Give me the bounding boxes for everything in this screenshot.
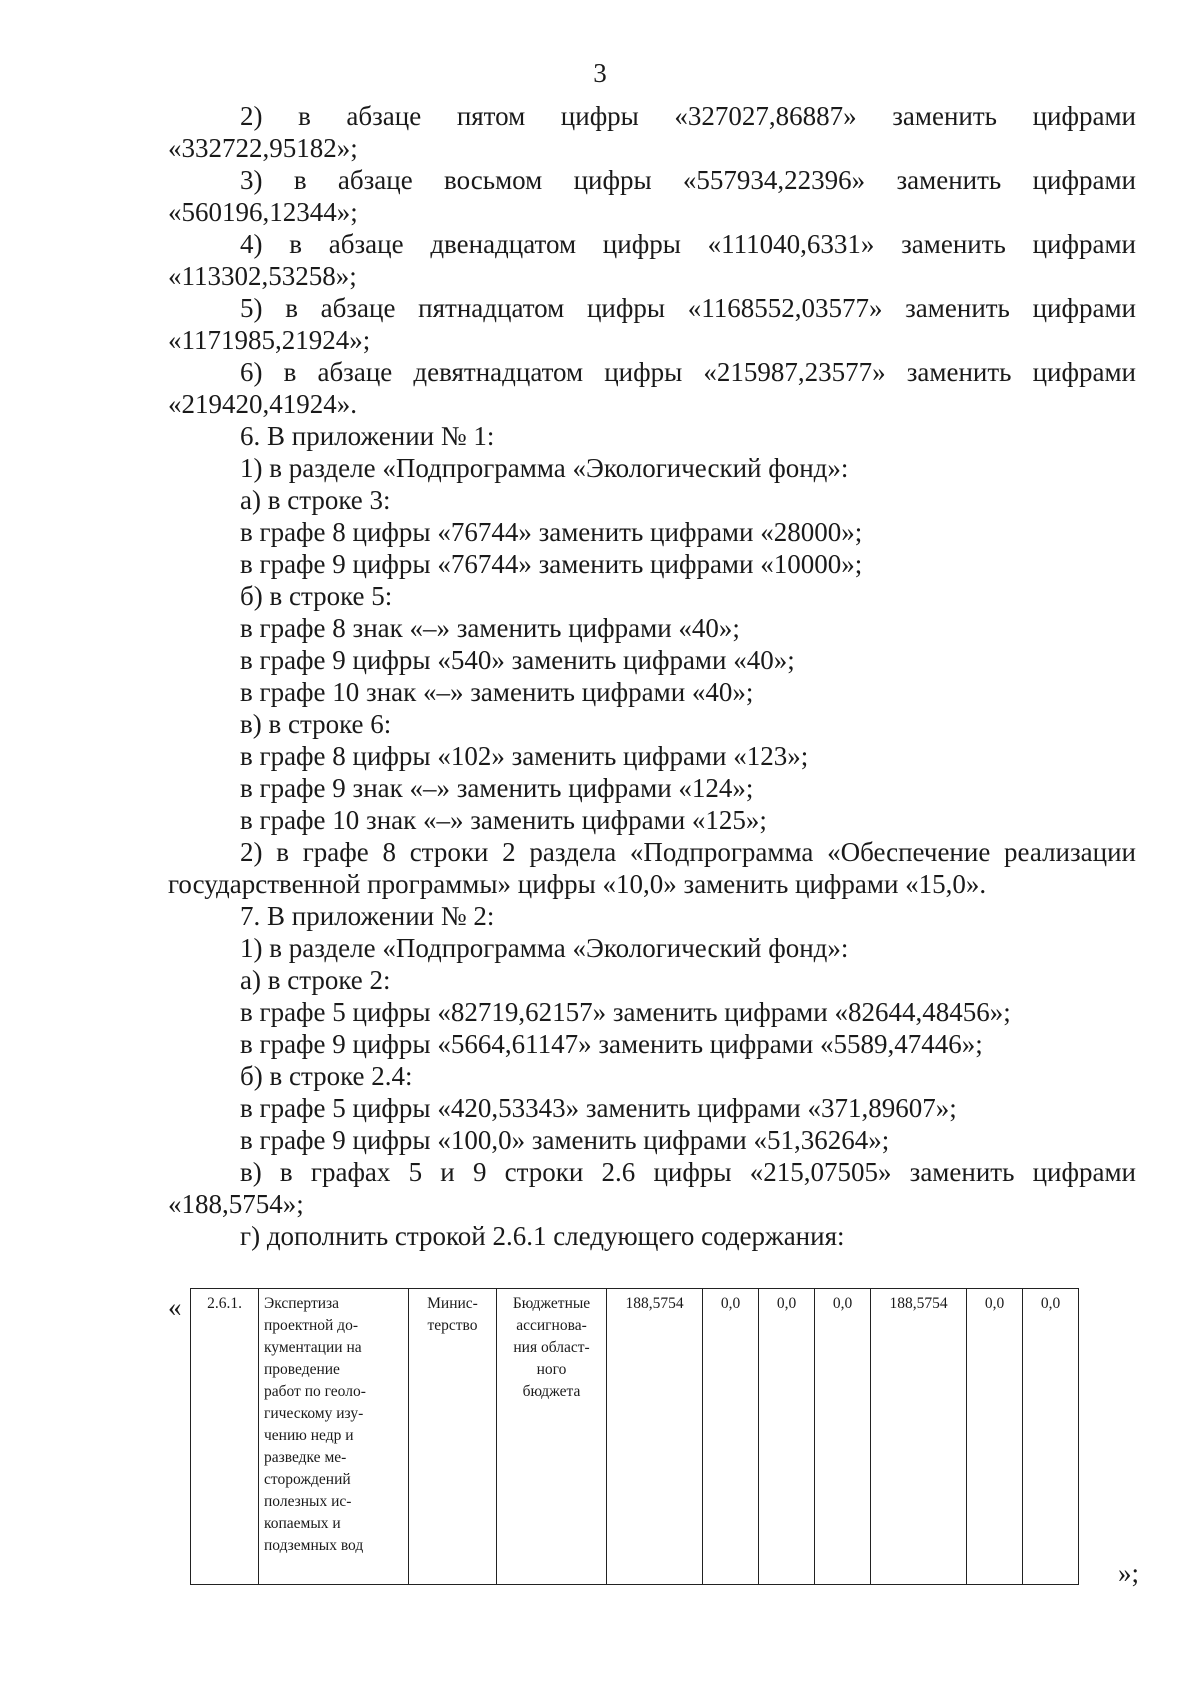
funding-source-cell [497,1289,607,1585]
paragraph-line: 1) в разделе «Подпрограмма «Экологический фонд»: [240,933,849,963]
funding-source-line: ного [536,1361,567,1378]
paragraph-line: в графе 8 знак «–» заменить цифрами «40»; [240,613,740,643]
table-close-quote: »; [1118,1558,1140,1588]
paragraph-line: «1171985,21924»; [168,325,371,355]
paragraph-line: в) в строке 6: [240,709,392,739]
paragraph-line: «560196,12344»; [168,197,358,227]
paragraph-line: государственной программы» цифры «10,0» заменить цифрами «15,0». [168,869,987,899]
paragraph-line: «332722,95182»; [168,133,358,163]
executor-cell [409,1289,497,1585]
description-line: копаемых и [264,1515,341,1532]
paragraph-line: «113302,53258»; [168,261,357,291]
paragraph-line: 2) в графе 8 строки 2 раздела «Подпрограмма «Обеспечение реализации [240,837,1136,867]
executor-line: терство [427,1317,478,1334]
paragraph-line: 5) в абзаце пятнадцатом цифры «1168552,03577» заменить цифрами [240,293,1136,323]
executor-line: Минис- [427,1295,478,1312]
paragraph-line: в графе 5 цифры «82719,62157» заменить цифрами «82644,48456»; [240,997,1011,1027]
paragraph-line: в графе 9 цифры «76744» заменить цифрами «10000»; [240,549,863,579]
paragraph-line: а) в строке 3: [240,485,391,515]
description-line: работ по геоло- [264,1383,366,1400]
paragraph-line: б) в строке 2.4: [240,1061,413,1091]
paragraph-line: «219420,41924». [168,389,357,419]
paragraph-line: в графе 9 цифры «540» заменить цифрами «40»; [240,645,795,675]
paragraph-line: в графе 9 знак «–» заменить цифрами «124»; [240,773,754,803]
value-cell: 0,0 [815,1289,871,1585]
paragraph-line: 6) в абзаце девятнадцатом цифры «215987,23577» заменить цифрами [240,357,1136,387]
paragraph-line: «188,5754»; [168,1189,304,1219]
page-number: 3 [593,58,607,88]
value-cell: 0,0 [1023,1289,1079,1585]
description-line: полезных ис- [264,1493,352,1510]
paragraph-line: в графе 8 цифры «76744» заменить цифрами «28000»; [240,517,863,547]
funding-source-line: Бюджетные [512,1295,591,1312]
description-line: разведке ме- [264,1449,347,1466]
description-line: чению недр и [264,1427,354,1444]
paragraph-line: в графе 9 цифры «5664,61147» заменить цифрами «5589,47446»; [240,1029,983,1059]
description-cell [259,1289,409,1585]
value-cell: 0,0 [759,1289,815,1585]
description-line: сторождений [264,1471,351,1488]
amendment-table [190,1288,1079,1585]
description-line: Экспертиза [264,1295,340,1312]
paragraph-line: в) в графах 5 и 9 строки 2.6 цифры «215,07505» заменить цифрами [240,1157,1136,1187]
description-line: проектной до- [264,1317,358,1334]
table-row [191,1289,1079,1585]
value-cell: 188,5754 [607,1289,703,1585]
paragraph-line: 7. В приложении № 2: [240,901,495,931]
funding-source-line: бюджета [522,1383,581,1400]
table-open-quote: « [168,1292,182,1322]
value-cell: 0,0 [703,1289,759,1585]
row-number-cell: 2.6.1. [191,1289,259,1585]
paragraph-line: в графе 5 цифры «420,53343» заменить цифрами «371,89607»; [240,1093,957,1123]
paragraph-line: г) дополнить строкой 2.6.1 следующего содержания: [240,1221,845,1251]
document-body [168,100,1136,1252]
paragraph-line: 4) в абзаце двенадцатом цифры «111040,6331» заменить цифрами [240,229,1136,259]
paragraph-line: 1) в разделе «Подпрограмма «Экологический фонд»: [240,453,849,483]
paragraph-line: в графе 10 знак «–» заменить цифрами «125»; [240,805,767,835]
paragraph-line: а) в строке 2: [240,965,391,995]
funding-source-line: ассигнова- [516,1317,587,1334]
paragraph-line: в графе 9 цифры «100,0» заменить цифрами «51,36264»; [240,1125,890,1155]
paragraph-line: 2) в абзаце пятом цифры «327027,86887» заменить цифрами [240,101,1136,131]
value-cell: 188,5754 [871,1289,967,1585]
value-cell: 0,0 [967,1289,1023,1585]
paragraph-line: б) в строке 5: [240,581,393,611]
amendment-table-block [168,1288,1148,1588]
paragraph-line: 3) в абзаце восьмом цифры «557934,22396» заменить цифрами [240,165,1136,195]
paragraph-line: в графе 10 знак «–» заменить цифрами «40»; [240,677,754,707]
description-line: проведение [264,1361,340,1378]
paragraph-line: 6. В приложении № 1: [240,421,495,451]
description-line: подземных вод [264,1537,364,1554]
paragraph-line: в графе 8 цифры «102» заменить цифрами «123»; [240,741,809,771]
funding-source-line: ния област- [513,1339,590,1356]
description-line: кументации на [264,1339,362,1356]
description-line: гическому изу- [264,1405,364,1422]
